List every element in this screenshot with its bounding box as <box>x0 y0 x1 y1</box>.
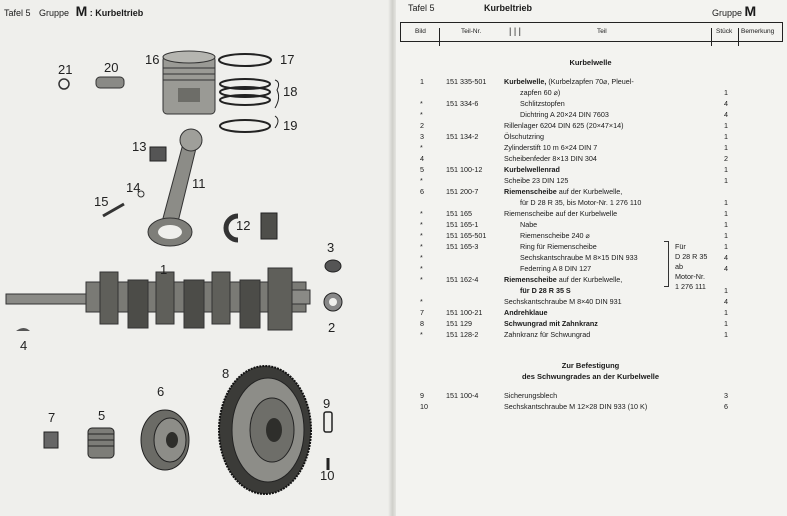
label-3: 3 <box>327 240 335 255</box>
part-bushing <box>150 147 166 161</box>
row-bild: 6 <box>420 187 424 196</box>
row-teil <box>504 318 598 329</box>
row-qty: 2 <box>724 154 728 163</box>
row-teil: Sechskantschraube M 12×28 DIN 933 (10 K) <box>504 402 648 411</box>
section-befestigung-2: des Schwungrades an der Kurbelwelle <box>521 372 660 381</box>
row-qty: 6 <box>724 402 728 411</box>
label-1: 1 <box>160 262 168 277</box>
part-oil-seal-ring <box>325 260 341 272</box>
label-11: 11 <box>192 176 206 191</box>
table-row <box>396 219 787 230</box>
label-9: 9 <box>323 396 331 411</box>
row-teil-nr: 151 129 <box>446 319 472 328</box>
row-qty: 1 <box>724 231 728 240</box>
row-teil-nr: 151 100-21 <box>446 308 483 317</box>
row-teil-nr: 151 128-2 <box>446 330 479 339</box>
table-row <box>396 401 787 412</box>
row-teil <box>520 219 537 230</box>
part-snap-ring <box>59 79 69 89</box>
row-teil-name: Riemenscheibe auf der Kurbelwelle <box>504 209 618 218</box>
right-tafel: Tafel 5 <box>408 3 435 13</box>
row-teil <box>520 98 565 109</box>
row-teil <box>520 252 638 263</box>
exploded-parts-drawing <box>0 0 392 516</box>
row-qty: 4 <box>724 110 728 119</box>
table-row <box>396 76 787 87</box>
row-bild: 2 <box>420 121 424 130</box>
table-row <box>396 98 787 109</box>
row-bild: * <box>420 209 423 218</box>
col-stueck: Stück <box>716 28 733 35</box>
illustration-page <box>0 0 392 516</box>
row-bild: * <box>420 220 423 229</box>
part-lock-plate <box>324 412 332 432</box>
row-teil <box>504 296 622 307</box>
label-4: 4 <box>20 338 28 353</box>
row-qty: 1 <box>724 242 728 251</box>
part-piston-pin <box>96 77 124 88</box>
row-qty: 1 <box>724 308 728 317</box>
row-teil <box>504 307 548 318</box>
row-qty: 1 <box>724 209 728 218</box>
table-row <box>396 109 787 120</box>
row-teil-name: Ölschutzring <box>504 132 544 141</box>
label-15: 15 <box>94 194 109 209</box>
row-qty: 1 <box>724 165 728 174</box>
row-bild: 1 <box>420 77 424 86</box>
col-bild: Bild <box>415 28 426 35</box>
left-tafel: Tafel 5 <box>4 8 31 18</box>
row-teil-name: Federring A 8 DIN 127 <box>520 264 592 273</box>
row-bild: * <box>420 99 423 108</box>
label-16: 16 <box>145 52 160 67</box>
row-bild: 8 <box>420 319 424 328</box>
row-teil-name: Riemenscheibe 240 ⌀ <box>520 231 590 240</box>
side-note-line: 1 276 111 <box>675 282 706 291</box>
right-gruppe <box>712 3 756 19</box>
row-bild: * <box>420 143 423 152</box>
part-piston-rings <box>219 54 271 132</box>
row-qty: 1 <box>724 286 728 295</box>
table-row <box>396 318 787 329</box>
row-teil-name: Scheibe 23 DIN 125 <box>504 176 569 185</box>
row-bild: * <box>420 231 423 240</box>
row-teil-nr: 151 165-1 <box>446 220 479 229</box>
left-gruppe: Gruppe <box>39 8 70 18</box>
row-qty: 1 <box>724 121 728 130</box>
part-crank-gear <box>88 428 114 458</box>
table-row <box>396 142 787 153</box>
row-teil <box>520 241 597 252</box>
row-teil <box>504 153 597 164</box>
label-17: 17 <box>280 52 295 67</box>
label-12: 12 <box>236 218 251 233</box>
row-teil <box>504 164 560 175</box>
row-teil-name: Sechskantschraube M 8×40 DIN 931 <box>504 297 622 306</box>
label-21: 21 <box>58 62 73 77</box>
row-qty: 1 <box>724 88 728 97</box>
table-row <box>396 208 787 219</box>
row-bild: 9 <box>420 391 424 400</box>
table-row <box>396 120 787 131</box>
side-note-line: D 28 R 35 <box>675 252 708 261</box>
row-teil-nr: 151 134-2 <box>446 132 479 141</box>
row-teil-name: Andrehklaue <box>504 308 548 317</box>
side-note-line: Für <box>675 242 686 251</box>
table-row <box>396 175 787 186</box>
row-qty: 1 <box>724 176 728 185</box>
row-qty: 4 <box>724 99 728 108</box>
row-teil <box>504 186 622 197</box>
row-teil <box>520 285 571 296</box>
part-bearing-half <box>261 213 277 239</box>
part-flywheel <box>219 366 311 494</box>
table-header <box>400 22 783 42</box>
row-teil-name: Rillenlager 6204 DIN 625 (20×47×14) <box>504 121 624 130</box>
row-teil-nr: 151 334-6 <box>446 99 479 108</box>
table-row <box>396 274 787 285</box>
brace-19 <box>275 116 278 128</box>
row-teil-nr: 151 165-501 <box>446 231 487 240</box>
row-bild: 10 <box>420 402 428 411</box>
row-qty: 4 <box>724 264 728 273</box>
row-qty: 1 <box>724 143 728 152</box>
row-teil-name: Schwungrad mit Zahnkranz <box>504 319 598 328</box>
brace-18 <box>275 80 279 108</box>
table-row <box>396 307 787 318</box>
row-qty: 1 <box>724 220 728 229</box>
parts-list-page <box>396 0 787 516</box>
part-piston <box>163 51 215 114</box>
row-teil-name: Kurbelwelle, <box>504 77 547 86</box>
label-2: 2 <box>328 320 336 335</box>
row-qty: 4 <box>724 253 728 262</box>
row-teil-name: Riemenscheibe <box>504 275 557 284</box>
table-row <box>396 263 787 274</box>
row-bild: * <box>420 297 423 306</box>
side-note-line: Motor-Nr. <box>675 272 705 281</box>
row-bild: * <box>420 110 423 119</box>
left-gruppe-letter: M <box>75 3 88 19</box>
row-bild: 4 <box>420 154 424 163</box>
row-qty: 1 <box>724 319 728 328</box>
table-row <box>396 87 787 98</box>
table-row <box>396 390 787 401</box>
label-13: 13 <box>132 139 147 154</box>
row-teil-name: Ring für Riemenscheibe <box>520 242 597 251</box>
label-18: 18 <box>283 84 298 99</box>
note-brace <box>664 241 669 287</box>
label-6: 6 <box>157 384 165 399</box>
row-teil-name: Zahnkranz für Schwungrad <box>504 330 591 339</box>
row-teil <box>520 230 590 241</box>
table-row <box>396 296 787 307</box>
right-gruppe-word: Gruppe <box>712 8 743 18</box>
row-teil-name: zapfen 60 ⌀) <box>520 88 561 97</box>
row-qty: 1 <box>724 198 728 207</box>
row-bild: * <box>420 242 423 251</box>
row-teil-extra: (Kurbelzapfen 70⌀, Pleuel- <box>546 77 634 86</box>
row-teil <box>520 109 609 120</box>
row-bild: * <box>420 176 423 185</box>
row-teil <box>504 76 634 87</box>
row-teil-name: Zylinderstift 10 m 6×24 DIN 7 <box>504 143 598 152</box>
row-teil-name: Schlitzstopfen <box>520 99 565 108</box>
row-teil-name: Scheibenfeder 8×13 DIN 304 <box>504 154 597 163</box>
table-row <box>396 153 787 164</box>
table-row <box>396 230 787 241</box>
row-bild: * <box>420 275 423 284</box>
row-teil-nr: 151 200-7 <box>446 187 479 196</box>
part-starter-claw <box>44 432 58 448</box>
row-bild: * <box>420 330 423 339</box>
row-teil <box>504 120 623 131</box>
row-teil-name: Kurbelwellenrad <box>504 165 560 174</box>
row-qty: 1 <box>724 132 728 141</box>
label-20: 20 <box>104 60 119 75</box>
section-kurbelwelle: Kurbelwelle <box>569 58 612 67</box>
row-teil-name: Riemenscheibe <box>504 187 557 196</box>
row-teil-name: für D 28 R 35, bis Motor-Nr. 1 276 110 <box>520 198 642 207</box>
table-row <box>396 329 787 340</box>
table-row <box>396 131 787 142</box>
row-bild: * <box>420 253 423 262</box>
row-bild: 5 <box>420 165 424 174</box>
row-teil-nr: 151 100-4 <box>446 391 479 400</box>
row-qty: 3 <box>724 391 728 400</box>
right-title: Kurbeltrieb <box>484 3 533 13</box>
part-woodruff-key <box>16 328 30 331</box>
row-teil <box>504 329 590 340</box>
row-bild: 7 <box>420 308 424 317</box>
table-row <box>396 285 787 296</box>
row-teil-name: Sechskantschraube M 8×15 DIN 933 <box>520 253 638 262</box>
row-teil-name: Dichtring A 20×24 DIN 7603 <box>520 110 609 119</box>
row-teil-nr: 151 335-501 <box>446 77 487 86</box>
row-teil <box>504 208 617 219</box>
label-7: 7 <box>48 410 56 425</box>
label-14: 14 <box>126 180 141 195</box>
col-teil: Teil <box>597 28 607 35</box>
row-teil <box>520 263 591 274</box>
col-teil-nr: Teil-Nr. <box>461 28 482 35</box>
row-bild: * <box>420 264 423 273</box>
row-teil <box>504 175 568 186</box>
label-10: 10 <box>320 468 335 483</box>
label-8: 8 <box>222 366 230 381</box>
part-crankshaft <box>6 268 310 330</box>
row-teil-extra: auf der Kurbelwelle, <box>556 275 623 284</box>
side-note-line: ab <box>675 262 683 271</box>
col-bemerkung: Bemerkung <box>741 28 775 35</box>
label-5: 5 <box>98 408 106 423</box>
row-teil <box>520 87 560 98</box>
row-teil-name: für D 28 R 35 S <box>520 286 571 295</box>
row-teil: Sicherungsblech <box>504 391 558 400</box>
left-title: : Kurbeltrieb <box>89 8 144 18</box>
table-row <box>396 252 787 263</box>
table-row <box>396 241 787 252</box>
label-19: 19 <box>283 118 298 133</box>
part-belt-pulley <box>141 410 189 470</box>
row-teil <box>504 142 597 153</box>
table-row <box>396 197 787 208</box>
row-teil-nr: 151 162-4 <box>446 275 479 284</box>
row-qty: 4 <box>724 297 728 306</box>
table-row <box>396 186 787 197</box>
right-gruppe-letter: M <box>744 3 757 19</box>
row-qty: 1 <box>724 330 728 339</box>
row-teil-extra: auf der Kurbelwelle, <box>556 187 623 196</box>
col-marks: | | | <box>509 26 522 36</box>
row-teil <box>504 131 544 142</box>
row-teil-nr: 151 165-3 <box>446 242 479 251</box>
row-teil <box>520 197 641 208</box>
row-teil-nr: 151 165 <box>446 209 472 218</box>
row-bild: 3 <box>420 132 424 141</box>
section-befestigung-1: Zur Befestigung <box>561 361 620 370</box>
row-teil <box>504 274 622 285</box>
table-row <box>396 164 787 175</box>
row-teil-nr: 151 100-12 <box>446 165 483 174</box>
row-teil-name: Nabe <box>520 220 538 229</box>
